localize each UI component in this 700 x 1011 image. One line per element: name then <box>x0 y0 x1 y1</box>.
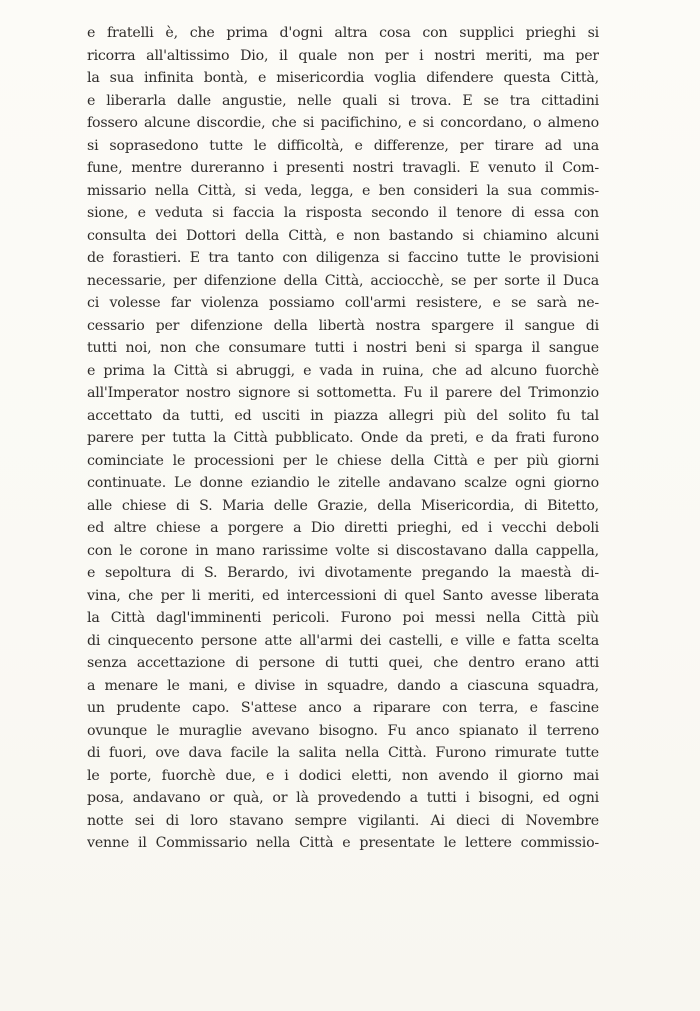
text-line: un prudente capo. S'attese anco a riparare con terra, e fascine <box>87 700 599 716</box>
body-text <box>87 22 599 855</box>
text-line: senza accettazione di persone di tutti quei, che dentro erano atti <box>87 655 599 671</box>
text-line: la sua infinita bontà, e misericordia voglia difendere questa Città, <box>87 70 599 86</box>
text-line: di cinquecento persone atte all'armi dei castelli, e ville e fatta scelta <box>87 632 599 649</box>
text-line: alle chiese di S. Maria delle Grazie, della Misericordia, di Bitetto, <box>87 497 599 514</box>
text-line: necessarie, per difenzione della Città, acciocchè, se per sorte il Duca <box>87 272 599 289</box>
text-line: vina, che per li meriti, ed intercessioni di quel Santo avesse liberata <box>87 587 599 604</box>
text-line: venne il Commissario nella Città e presentate le lettere commissio- <box>87 835 599 851</box>
text-line: notte sei di loro stavano sempre vigilanti. Ai dieci di Novembre <box>87 812 599 829</box>
text-line: parere per tutta la Città pubblicato. Onde da preti, e da frati furono <box>87 430 599 446</box>
text-line: posa, andavano or quà, or là provedendo a tutti i bisogni, ed ogni <box>87 790 599 806</box>
text-line: ovunque le muraglie avevano bisogno. Fu anco spianato il terreno <box>87 722 599 739</box>
text-line: missario nella Città, si veda, legga, e ben consideri la sua commis- <box>87 182 599 199</box>
text-line: all'Imperator nostro signore si sottometta. Fu il parere del Trimonzio <box>87 385 599 401</box>
text-line: de forastieri. E tra tanto con diligenza si faccino tutte le provisioni <box>87 250 599 266</box>
text-line: e sepoltura di S. Berardo, ivi divotamente pregando la maestà di- <box>87 565 599 581</box>
text-line: e liberarla dalle angustie, nelle quali si trova. E se tra cittadini <box>87 92 599 109</box>
text-line: la Città dagl'imminenti pericoli. Furono poi messi nella Città più <box>87 610 599 626</box>
text-line: a menare le mani, e divise in squadre, dando a ciascuna squadra, <box>87 677 599 694</box>
text-line: cominciate le processioni per le chiese della Città e per più giorni <box>87 452 599 469</box>
text-line: continuate. Le donne eziandio le zitelle andavano scalze ogni giorno <box>87 475 599 491</box>
text-line: fossero alcune discordie, che si pacifichino, e si concordano, o almeno <box>87 115 599 131</box>
text-line: ci volesse far violenza possiamo coll'armi resistere, e se sarà ne- <box>87 295 599 311</box>
text-line: di fuori, ove dava facile la salita nella Città. Furono rimurate tutte <box>87 745 599 761</box>
text-line: ricorra all'altissimo Dio, il quale non per i nostri meriti, ma per <box>87 47 599 64</box>
text-line: e prima la Città si abruggi, e vada in ruina, che ad alcuno fuorchè <box>87 362 599 379</box>
text-line: e fratelli è, che prima d'ogni altra cosa con supplici prieghi si <box>87 25 599 41</box>
text-line: si soprasedono tutte le difficoltà, e differenze, per tirare ad una <box>87 137 599 154</box>
text-line: con le corone in mano rarissime volte si discostavano dalla cappella, <box>87 542 599 559</box>
text-line: sione, e veduta si faccia la risposta secondo il tenore di essa con <box>87 205 599 221</box>
text-line: tutti noi, non che consumare tutti i nostri beni si sparga il sangue <box>87 340 599 356</box>
text-line: accettato da tutti, ed usciti in piazza allegri più del solito fu tal <box>87 407 599 424</box>
text-line: consulta dei Dottori della Città, e non bastando si chiamino alcuni <box>87 227 599 244</box>
text-line: le porte, fuorchè due, e i dodici eletti, non avendo il giorno mai <box>87 767 599 784</box>
text-line: cessario per difenzione della libertà nostra spargere il sangue di <box>87 317 599 334</box>
text-line: fune, mentre dureranno i presenti nostri travagli. E venuto il Com- <box>87 160 599 176</box>
text-line: ed altre chiese a porgere a Dio diretti prieghi, ed i vecchi deboli <box>87 520 599 536</box>
